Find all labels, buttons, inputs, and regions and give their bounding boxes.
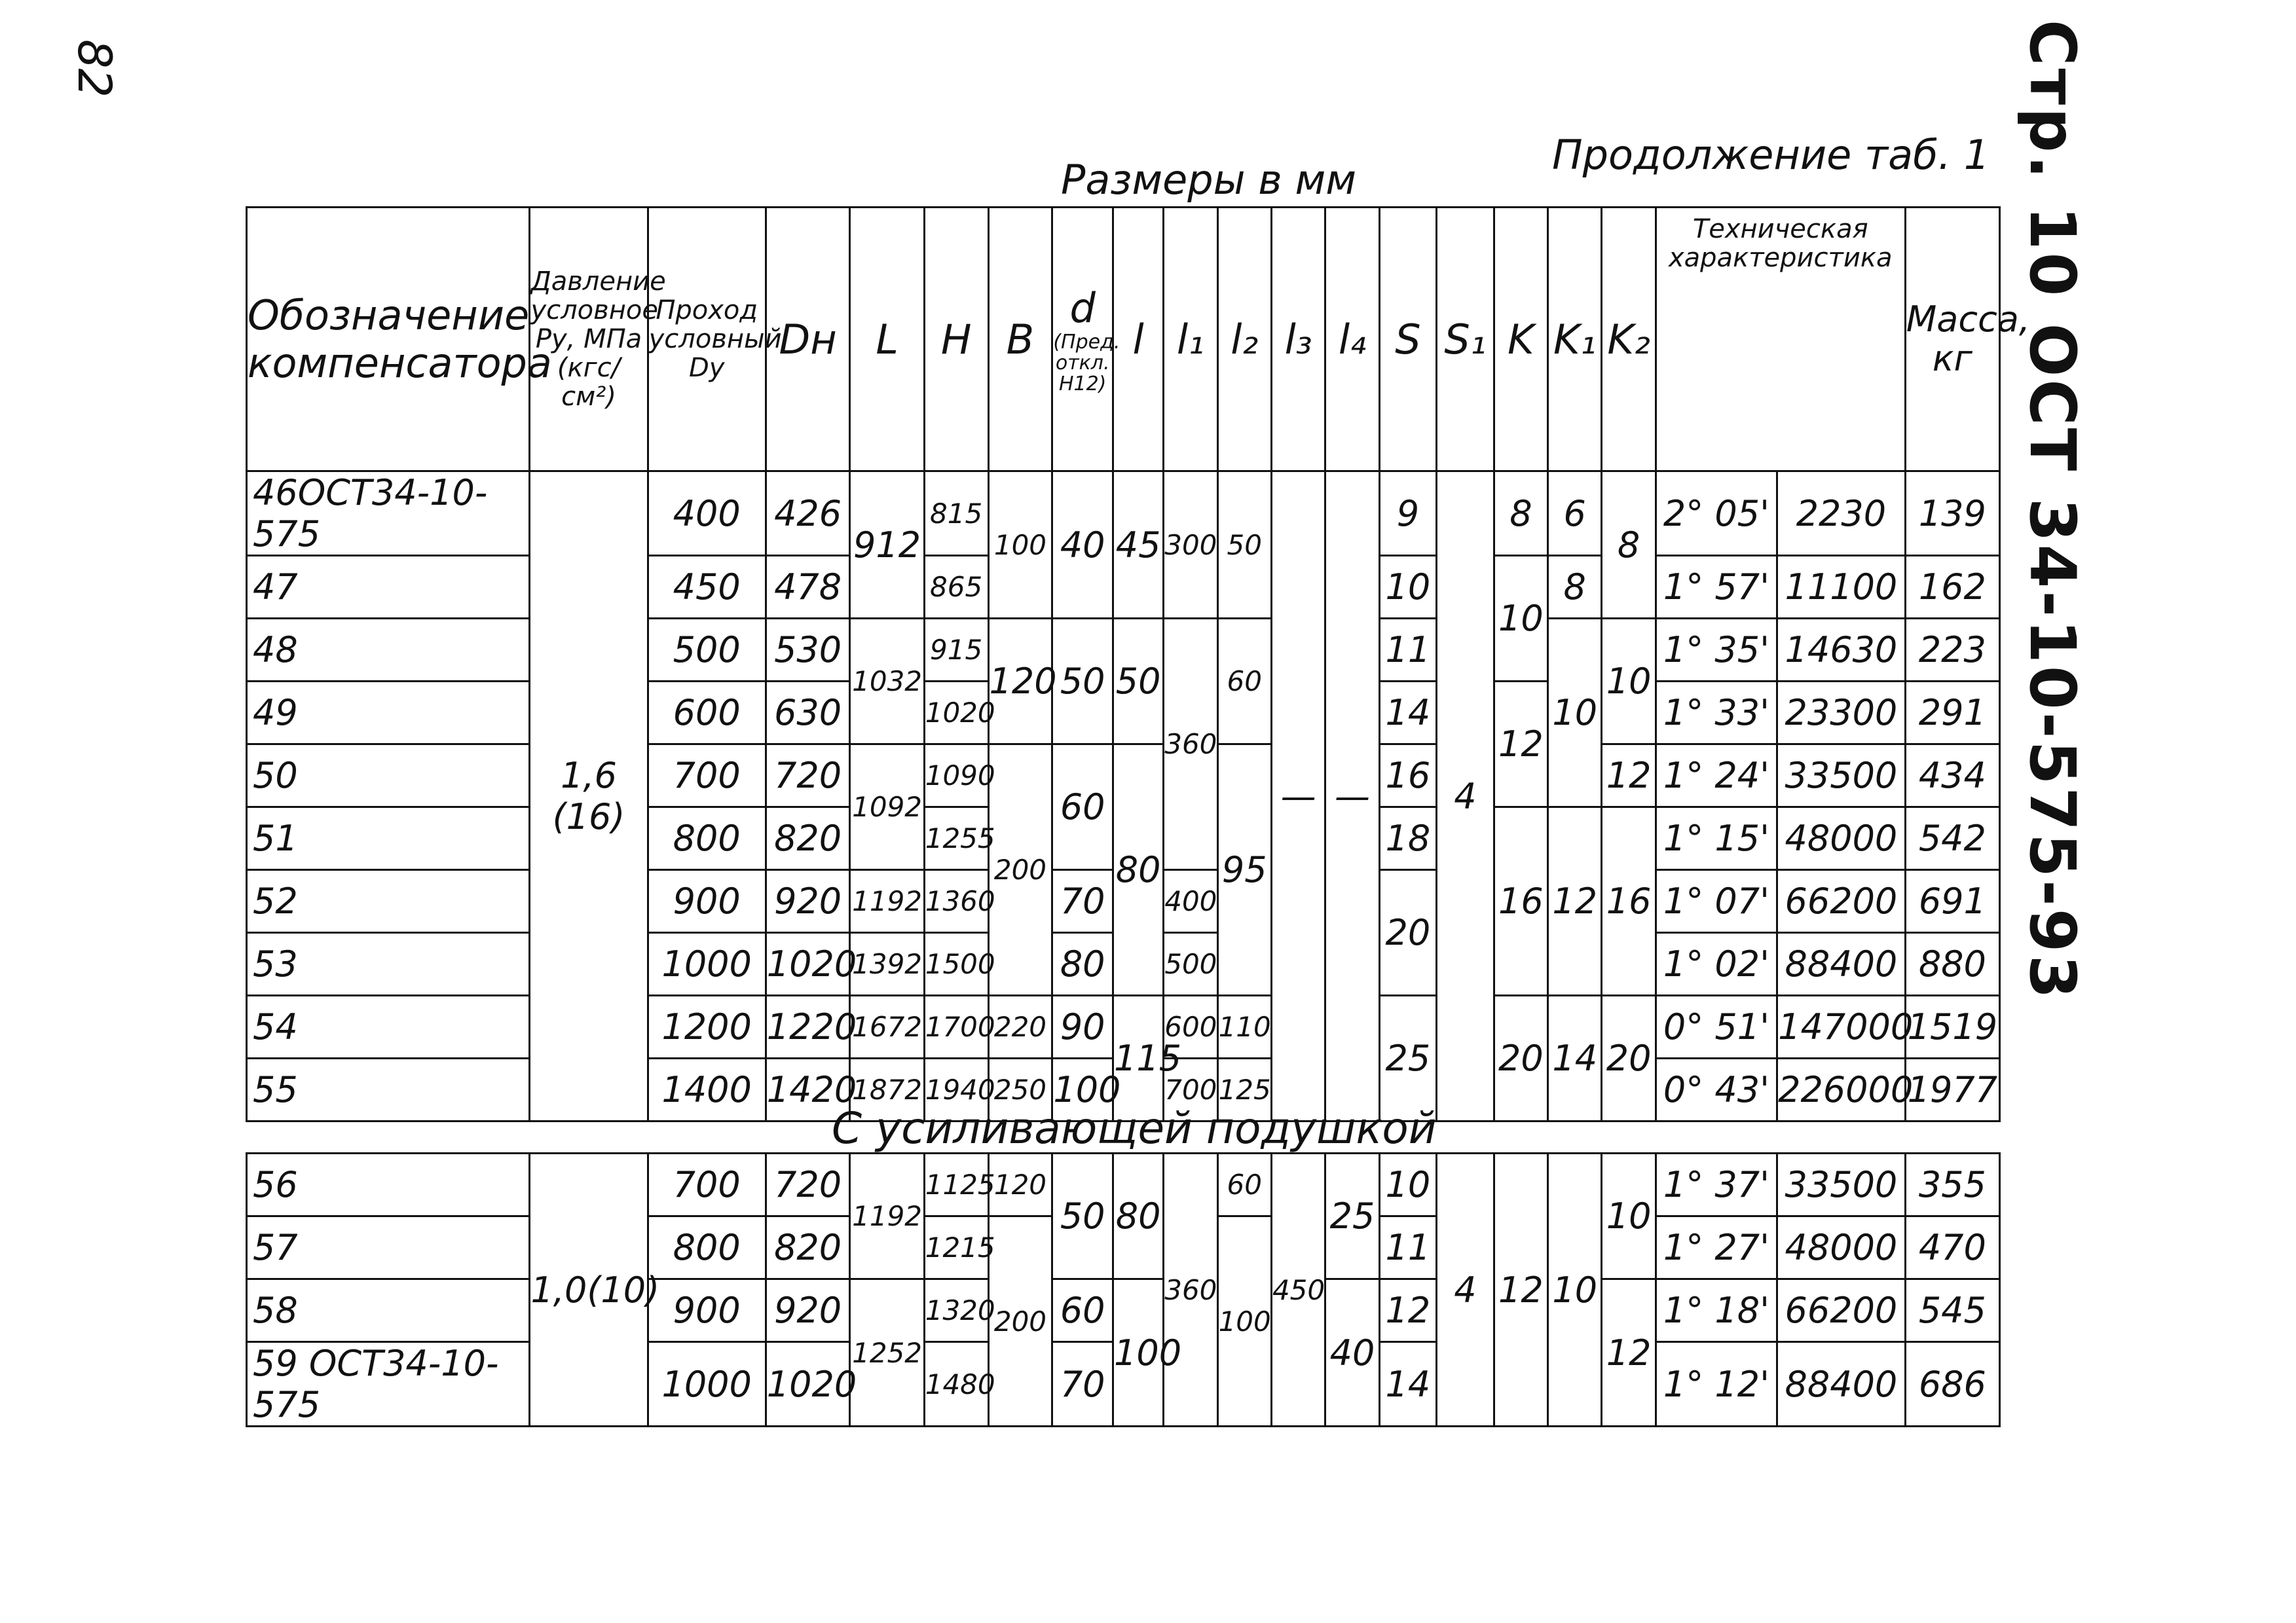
L-cell: 912 bbox=[850, 471, 924, 619]
K2-cell: 20 bbox=[1602, 996, 1656, 1122]
force-cell: 48000 bbox=[1777, 807, 1906, 870]
d-cell: 60 bbox=[1052, 744, 1113, 870]
designation-cell: 54 bbox=[247, 996, 530, 1059]
K1-cell: 6 bbox=[1548, 471, 1602, 556]
l2-cell: 60 bbox=[1217, 1154, 1271, 1216]
pressure-cell: 1,6 (16) bbox=[530, 471, 648, 1122]
dy-cell: 1200 bbox=[648, 996, 766, 1059]
angle-cell: 2° 05' bbox=[1656, 471, 1777, 556]
l2-cell: 60 bbox=[1217, 619, 1271, 744]
K-cell: 20 bbox=[1494, 996, 1547, 1122]
dn-cell: 920 bbox=[766, 870, 850, 933]
angle-cell: 1° 33' bbox=[1656, 682, 1777, 744]
header-d-label: d bbox=[1069, 283, 1096, 332]
l2-cell: 50 bbox=[1217, 471, 1271, 619]
l-cell: 45 bbox=[1113, 471, 1164, 619]
L-cell: 1872 bbox=[850, 1059, 924, 1122]
H-cell: 1255 bbox=[924, 807, 988, 870]
header-mass: Масса, кг bbox=[1905, 208, 1999, 471]
S-cell: 20 bbox=[1379, 870, 1437, 996]
header-passage: Проход условный Dy bbox=[648, 208, 766, 471]
K1-cell: 14 bbox=[1548, 996, 1602, 1122]
K-cell: 10 bbox=[1494, 556, 1547, 682]
H-cell: 1215 bbox=[924, 1216, 988, 1279]
S-cell: 14 bbox=[1379, 1342, 1437, 1427]
l4-cell: — bbox=[1325, 471, 1379, 1122]
dn-cell: 630 bbox=[766, 682, 850, 744]
dy-cell: 700 bbox=[648, 1154, 766, 1216]
S-cell: 9 bbox=[1379, 471, 1437, 556]
angle-cell: 1° 12' bbox=[1656, 1342, 1777, 1427]
reinforced-pad-table bbox=[246, 1152, 2001, 1427]
header-S1: S₁ bbox=[1437, 208, 1494, 471]
S-cell: 12 bbox=[1379, 1279, 1437, 1342]
mass-cell: 1519 bbox=[1905, 996, 1999, 1059]
K2-cell: 8 bbox=[1602, 471, 1656, 619]
B-cell: 120 bbox=[988, 1154, 1052, 1216]
dn-cell: 1020 bbox=[766, 933, 850, 996]
dn-cell: 1220 bbox=[766, 996, 850, 1059]
designation-cell: 57 bbox=[247, 1216, 530, 1279]
l-cell: 80 bbox=[1113, 1154, 1164, 1279]
d-cell: 70 bbox=[1052, 1342, 1113, 1427]
l3-cell: 450 bbox=[1271, 1154, 1325, 1427]
angle-cell: 1° 24' bbox=[1656, 744, 1777, 807]
pressure-cell: 1,0(10) bbox=[530, 1154, 648, 1427]
force-cell: 2230 bbox=[1777, 471, 1906, 556]
designation-cell: 52 bbox=[247, 870, 530, 933]
header-designation: Обозначение компенсатора bbox=[247, 208, 530, 471]
l1-cell: 600 bbox=[1164, 996, 1217, 1059]
force-cell: 48000 bbox=[1777, 1216, 1906, 1279]
S-cell: 14 bbox=[1379, 682, 1437, 744]
K-cell: 12 bbox=[1494, 682, 1547, 807]
l1-cell: 300 bbox=[1164, 471, 1217, 619]
header-B: B bbox=[988, 208, 1052, 471]
dy-cell: 500 bbox=[648, 619, 766, 682]
force-cell: 66200 bbox=[1777, 1279, 1906, 1342]
L-cell: 1092 bbox=[850, 744, 924, 870]
header-K1: K₁ bbox=[1548, 208, 1602, 471]
dy-cell: 700 bbox=[648, 744, 766, 807]
mass-cell: 139 bbox=[1905, 471, 1999, 556]
K1-cell: 10 bbox=[1548, 1154, 1602, 1427]
B-cell: 200 bbox=[988, 744, 1052, 996]
H-cell: 1090 bbox=[924, 744, 988, 807]
header-l2: l₂ bbox=[1217, 208, 1271, 471]
mass-cell: 434 bbox=[1905, 744, 1999, 807]
l1-cell: 360 bbox=[1164, 619, 1217, 870]
S1-cell: 4 bbox=[1437, 1154, 1494, 1427]
mass-cell: 686 bbox=[1905, 1342, 1999, 1427]
angle-cell: 1° 15' bbox=[1656, 807, 1777, 870]
H-cell: 1700 bbox=[924, 996, 988, 1059]
mass-cell: 880 bbox=[1905, 933, 1999, 996]
dy-cell: 900 bbox=[648, 870, 766, 933]
designation-cell: 47 bbox=[247, 556, 530, 619]
K1-cell: 12 bbox=[1548, 807, 1602, 996]
K-cell: 8 bbox=[1494, 471, 1547, 556]
H-cell: 1125 bbox=[924, 1154, 988, 1216]
H-cell: 865 bbox=[924, 556, 988, 619]
dn-cell: 426 bbox=[766, 471, 850, 556]
force-cell: 14630 bbox=[1777, 619, 1906, 682]
page-number: 82 bbox=[67, 39, 121, 98]
header-row bbox=[247, 208, 2000, 471]
angle-cell: 1° 07' bbox=[1656, 870, 1777, 933]
L-cell: 1672 bbox=[850, 996, 924, 1059]
designation-cell: 55 bbox=[247, 1059, 530, 1122]
header-d-note: (Пред. откл. H12) bbox=[1053, 330, 1120, 395]
header-S: S bbox=[1379, 208, 1437, 471]
header-dn: Dн bbox=[766, 208, 850, 471]
K2-cell: 12 bbox=[1602, 744, 1656, 807]
dn-cell: 1020 bbox=[766, 1342, 850, 1427]
l-cell: 100 bbox=[1113, 1279, 1164, 1427]
dy-cell: 1000 bbox=[648, 1342, 766, 1427]
force-cell: 226000 bbox=[1777, 1059, 1906, 1122]
B-cell: 250 bbox=[988, 1059, 1052, 1122]
dy-cell: 450 bbox=[648, 556, 766, 619]
dy-cell: 1400 bbox=[648, 1059, 766, 1122]
dy-cell: 400 bbox=[648, 471, 766, 556]
dy-cell: 600 bbox=[648, 682, 766, 744]
K2-cell: 10 bbox=[1602, 619, 1656, 744]
d-cell: 70 bbox=[1052, 870, 1113, 933]
designation-cell: 59 ОСТ34-10-575 bbox=[247, 1342, 530, 1427]
H-cell: 1480 bbox=[924, 1342, 988, 1427]
mass-cell: 223 bbox=[1905, 619, 1999, 682]
K-cell: 12 bbox=[1494, 1154, 1547, 1427]
mass-cell: 291 bbox=[1905, 682, 1999, 744]
table-row bbox=[247, 471, 2000, 556]
force-cell: 33500 bbox=[1777, 1154, 1906, 1216]
l1-cell: 360 bbox=[1164, 1154, 1217, 1427]
mass-cell: 542 bbox=[1905, 807, 1999, 870]
table-row bbox=[247, 744, 2000, 807]
l2-cell: 110 bbox=[1217, 996, 1271, 1059]
mass-cell: 470 bbox=[1905, 1216, 1999, 1279]
angle-cell: 0° 51' bbox=[1656, 996, 1777, 1059]
d-cell: 80 bbox=[1052, 933, 1113, 996]
header-K: K bbox=[1494, 208, 1547, 471]
H-cell: 1360 bbox=[924, 870, 988, 933]
dn-cell: 478 bbox=[766, 556, 850, 619]
B-cell: 220 bbox=[988, 996, 1052, 1059]
l2-cell: 125 bbox=[1217, 1059, 1271, 1122]
dn-cell: 720 bbox=[766, 1154, 850, 1216]
force-cell: 33500 bbox=[1777, 744, 1906, 807]
force-cell: 11100 bbox=[1777, 556, 1906, 619]
designation-cell: 51 bbox=[247, 807, 530, 870]
document-code: Стр. 10 ОСТ 34-10-575-93 bbox=[2016, 20, 2089, 1002]
K-cell: 16 bbox=[1494, 807, 1547, 996]
dn-cell: 720 bbox=[766, 744, 850, 807]
mass-cell: 691 bbox=[1905, 870, 1999, 933]
H-cell: 1940 bbox=[924, 1059, 988, 1122]
l1-cell: 500 bbox=[1164, 933, 1217, 996]
l-cell: 115 bbox=[1113, 996, 1164, 1122]
angle-cell: 1° 18' bbox=[1656, 1279, 1777, 1342]
angle-cell: 1° 35' bbox=[1656, 619, 1777, 682]
dy-cell: 800 bbox=[648, 807, 766, 870]
l2-cell: 95 bbox=[1217, 744, 1271, 996]
dy-cell: 800 bbox=[648, 1216, 766, 1279]
header-l3: l₃ bbox=[1271, 208, 1325, 471]
header-l4: l₄ bbox=[1325, 208, 1379, 471]
dn-cell: 920 bbox=[766, 1279, 850, 1342]
table-row bbox=[247, 619, 2000, 682]
l2-cell: 100 bbox=[1217, 1216, 1271, 1427]
table-row bbox=[247, 996, 2000, 1059]
angle-cell: 1° 27' bbox=[1656, 1216, 1777, 1279]
S-cell: 18 bbox=[1379, 807, 1437, 870]
K1-cell: 10 bbox=[1548, 619, 1602, 807]
l4-cell: 25 bbox=[1325, 1154, 1379, 1279]
l-cell: 80 bbox=[1113, 744, 1164, 996]
angle-cell: 1° 37' bbox=[1656, 1154, 1777, 1216]
mass-cell: 355 bbox=[1905, 1154, 1999, 1216]
B-cell: 200 bbox=[988, 1216, 1052, 1427]
H-cell: 1320 bbox=[924, 1279, 988, 1342]
angle-cell: 1° 02' bbox=[1656, 933, 1777, 996]
force-cell: 23300 bbox=[1777, 682, 1906, 744]
S-cell: 25 bbox=[1379, 996, 1437, 1122]
H-cell: 915 bbox=[924, 619, 988, 682]
dimensions-caption: Размеры в мм bbox=[1061, 156, 1357, 204]
angle-cell: 1° 57' bbox=[1656, 556, 1777, 619]
H-cell: 815 bbox=[924, 471, 988, 556]
d-cell: 50 bbox=[1052, 1154, 1113, 1279]
S-cell: 10 bbox=[1379, 1154, 1437, 1216]
d-cell: 60 bbox=[1052, 1279, 1113, 1342]
mass-cell: 1977 bbox=[1905, 1059, 1999, 1122]
mass-cell: 545 bbox=[1905, 1279, 1999, 1342]
S1-cell: 4 bbox=[1437, 471, 1494, 1122]
dn-cell: 530 bbox=[766, 619, 850, 682]
dy-cell: 900 bbox=[648, 1279, 766, 1342]
L-cell: 1392 bbox=[850, 933, 924, 996]
l1-cell: 700 bbox=[1164, 1059, 1217, 1122]
table-row bbox=[247, 1154, 2000, 1216]
d-cell: 100 bbox=[1052, 1059, 1113, 1122]
S-cell: 16 bbox=[1379, 744, 1437, 807]
force-cell: 66200 bbox=[1777, 870, 1906, 933]
L-cell: 1192 bbox=[850, 1154, 924, 1279]
B-cell: 100 bbox=[988, 471, 1052, 619]
header-pressure: Давление условное Ру, МПа (кгс/см²) bbox=[530, 208, 648, 471]
header-l1: l₁ bbox=[1164, 208, 1217, 471]
H-cell: 1500 bbox=[924, 933, 988, 996]
S-cell: 11 bbox=[1379, 619, 1437, 682]
dn-cell: 1420 bbox=[766, 1059, 850, 1122]
force-cell: 88400 bbox=[1777, 933, 1906, 996]
designation-cell: 56 bbox=[247, 1154, 530, 1216]
K2-cell: 10 bbox=[1602, 1154, 1656, 1279]
table-row bbox=[247, 1279, 2000, 1342]
designation-cell: 49 bbox=[247, 682, 530, 744]
H-cell: 1020 bbox=[924, 682, 988, 744]
force-cell: 147000 bbox=[1777, 996, 1906, 1059]
dy-cell: 1000 bbox=[648, 933, 766, 996]
header-l: l bbox=[1113, 208, 1164, 471]
designation-cell: 46ОСТ34-10-575 bbox=[247, 471, 530, 556]
section-subheading: С усиливающей подушкой bbox=[832, 1103, 1437, 1154]
dn-cell: 820 bbox=[766, 807, 850, 870]
d-cell: 40 bbox=[1052, 471, 1113, 619]
angle-cell: 0° 43' bbox=[1656, 1059, 1777, 1122]
K1-cell: 8 bbox=[1548, 556, 1602, 619]
table-continuation-label: Продолжение таб. 1 bbox=[1552, 131, 1990, 179]
S-cell: 11 bbox=[1379, 1216, 1437, 1279]
L-cell: 1252 bbox=[850, 1279, 924, 1427]
dn-cell: 820 bbox=[766, 1216, 850, 1279]
designation-cell: 48 bbox=[247, 619, 530, 682]
header-K2: K₂ bbox=[1602, 208, 1656, 471]
L-cell: 1032 bbox=[850, 619, 924, 744]
K2-cell: 12 bbox=[1602, 1279, 1656, 1427]
designation-cell: 50 bbox=[247, 744, 530, 807]
designation-cell: 58 bbox=[247, 1279, 530, 1342]
header-H: H bbox=[924, 208, 988, 471]
l-cell: 50 bbox=[1113, 619, 1164, 744]
K2-cell: 16 bbox=[1602, 807, 1656, 996]
d-cell: 90 bbox=[1052, 996, 1113, 1059]
d-cell: 50 bbox=[1052, 619, 1113, 744]
l4-cell: 40 bbox=[1325, 1279, 1379, 1427]
S-cell: 10 bbox=[1379, 556, 1437, 619]
B-cell: 120 bbox=[988, 619, 1052, 744]
compensator-table bbox=[246, 206, 2031, 1122]
l1-cell: 400 bbox=[1164, 870, 1217, 933]
l3-cell: — bbox=[1271, 471, 1325, 1122]
mass-cell: 162 bbox=[1905, 556, 1999, 619]
header-d bbox=[1052, 208, 1120, 471]
force-cell: 88400 bbox=[1777, 1342, 1906, 1427]
L-cell: 1192 bbox=[850, 870, 924, 933]
header-tech: Техническая характеристика bbox=[1656, 208, 1905, 471]
designation-cell: 53 bbox=[247, 933, 530, 996]
header-L: L bbox=[850, 208, 924, 471]
